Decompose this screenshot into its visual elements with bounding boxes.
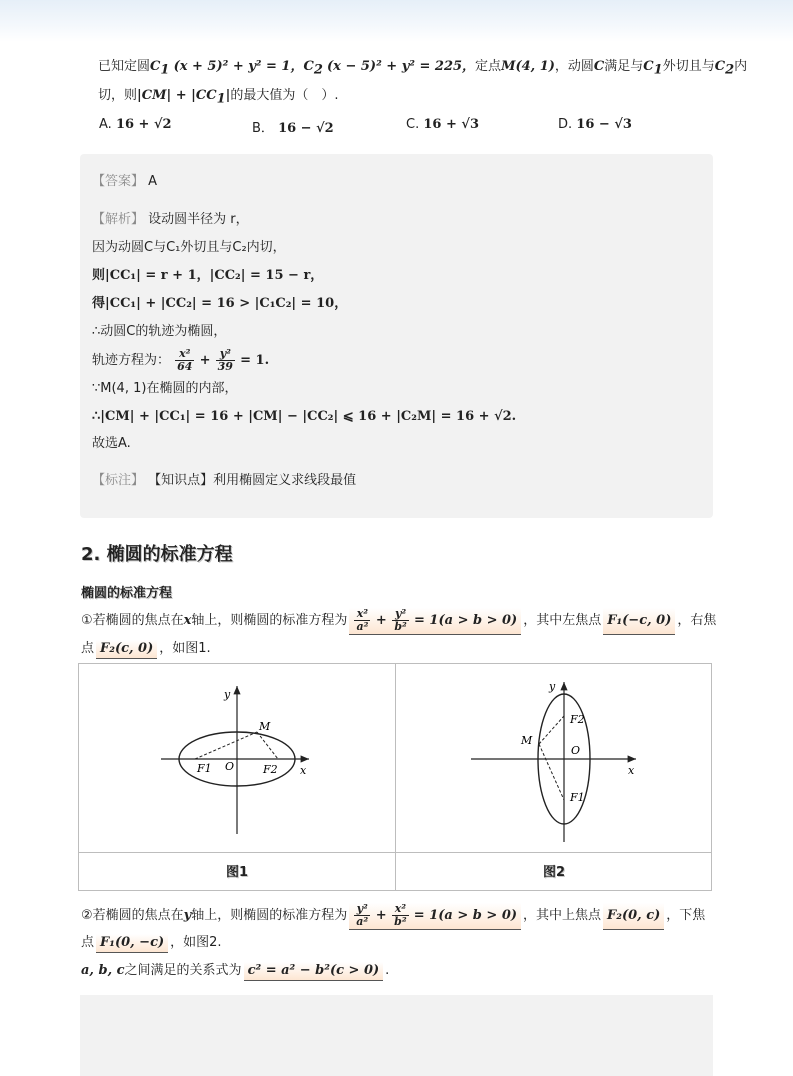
svg-text:y: y <box>224 688 231 701</box>
analysis-line-8: 故选A. <box>92 436 131 451</box>
option-b: B． 16 − √2 <box>252 121 334 136</box>
svg-text:M: M <box>521 734 533 747</box>
next-answer-panel <box>80 995 713 1076</box>
para3-line: a, b, c之间满足的关系式为 c² = a² − b²(c > 0) . <box>81 962 389 981</box>
figure-2 <box>396 664 712 852</box>
svg-text:x: x <box>628 764 635 777</box>
analysis-line-1: 【解析】 设动圆半径为 r， <box>92 212 249 227</box>
option-d: D. 16 − √3 <box>558 117 632 132</box>
svg-text:y: y <box>549 680 556 693</box>
analysis-line-3: 则|CC₁| = r + 1，|CC₂| = 15 − r， <box>92 268 324 283</box>
svg-text:M: M <box>259 720 271 733</box>
option-c: C. 16 + √3 <box>406 117 479 132</box>
answer-line: 【答案】 A <box>92 174 158 189</box>
analysis-line-2: 因为动圆C与C₁外切且与C₂内切， <box>92 240 286 255</box>
question-line-2: 切，则$|CM| + |CC_1|$的最大值为（ ）. <box>98 88 339 107</box>
para1-line-1: ①若椭圆的焦点在x轴上，则椭圆的标准方程为 $\frac{\text{x²}}{\text{a²}}$ + $\frac{\text{y²}}{\text{b²}}$ = 1(a > b > 0) ，其中左焦点 F₁(−c, 0) ，右焦 <box>81 607 717 633</box>
figure-2-label: 图2 <box>543 865 566 880</box>
question-line-1: 已知定圆$C_1$ (x + 5)² + y² = 1，$C_2$ (x − 5)² + y² = 225，定点M(4, 1)，动圆C满足与$C_1$外切且与$C_2$内 <box>98 59 748 78</box>
para1-line-2: 点 F₂(c, 0) ，如图1. <box>81 640 211 659</box>
svg-text:O: O <box>571 744 581 757</box>
analysis-line-7: ∴|CM| + |CC₁| = 16 + |CM| − |CC₂| ⩽ 16 + |C₂M| = 16 + √2. <box>92 409 517 424</box>
svg-text:O: O <box>225 760 235 773</box>
svg-text:x: x <box>300 764 307 777</box>
option-a: A. 16 + √2 <box>99 117 172 132</box>
svg-text:F2: F2 <box>263 763 278 776</box>
figure-table <box>78 663 712 891</box>
analysis-line-4: 得|CC₁| + |CC₂| = 16 > |C₁C₂| = 10， <box>92 296 348 311</box>
para2-line-2: 点 F₁(0, −c) ，如图2. <box>81 934 222 953</box>
section-title: 2. 椭圆的标准方程 <box>81 544 233 565</box>
svg-text:F1: F1 <box>197 762 212 775</box>
trajectory-equation: 轨迹方程为： $\frac{\text{x²}}{64}$ + $\frac{\text{y²}}{39}$ = 1. <box>92 347 270 373</box>
figure-1-label: 图1 <box>226 865 249 880</box>
svg-text:F1: F1 <box>570 791 585 804</box>
section-subtitle: 椭圆的标准方程 <box>81 586 173 601</box>
analysis-line-5: ∴动圆C的轨迹为椭圆， <box>92 324 227 339</box>
svg-text:F2: F2 <box>570 713 585 726</box>
para2-line-1: ②若椭圆的焦点在y轴上，则椭圆的标准方程为 $\frac{\text{y²}}{\text{a²}}$ + $\frac{\text{x²}}{\text{b²}}$ = 1(a > b > 0) ，其中上焦点 F₂(0, c) ，下焦 <box>81 902 706 928</box>
note-line: 【标注】 【知识点】利用椭圆定义求线段最值 <box>92 473 357 488</box>
figure-1 <box>79 664 395 852</box>
header-band <box>0 0 793 42</box>
analysis-line-6: ∵M(4, 1)在椭圆的内部， <box>92 381 238 396</box>
